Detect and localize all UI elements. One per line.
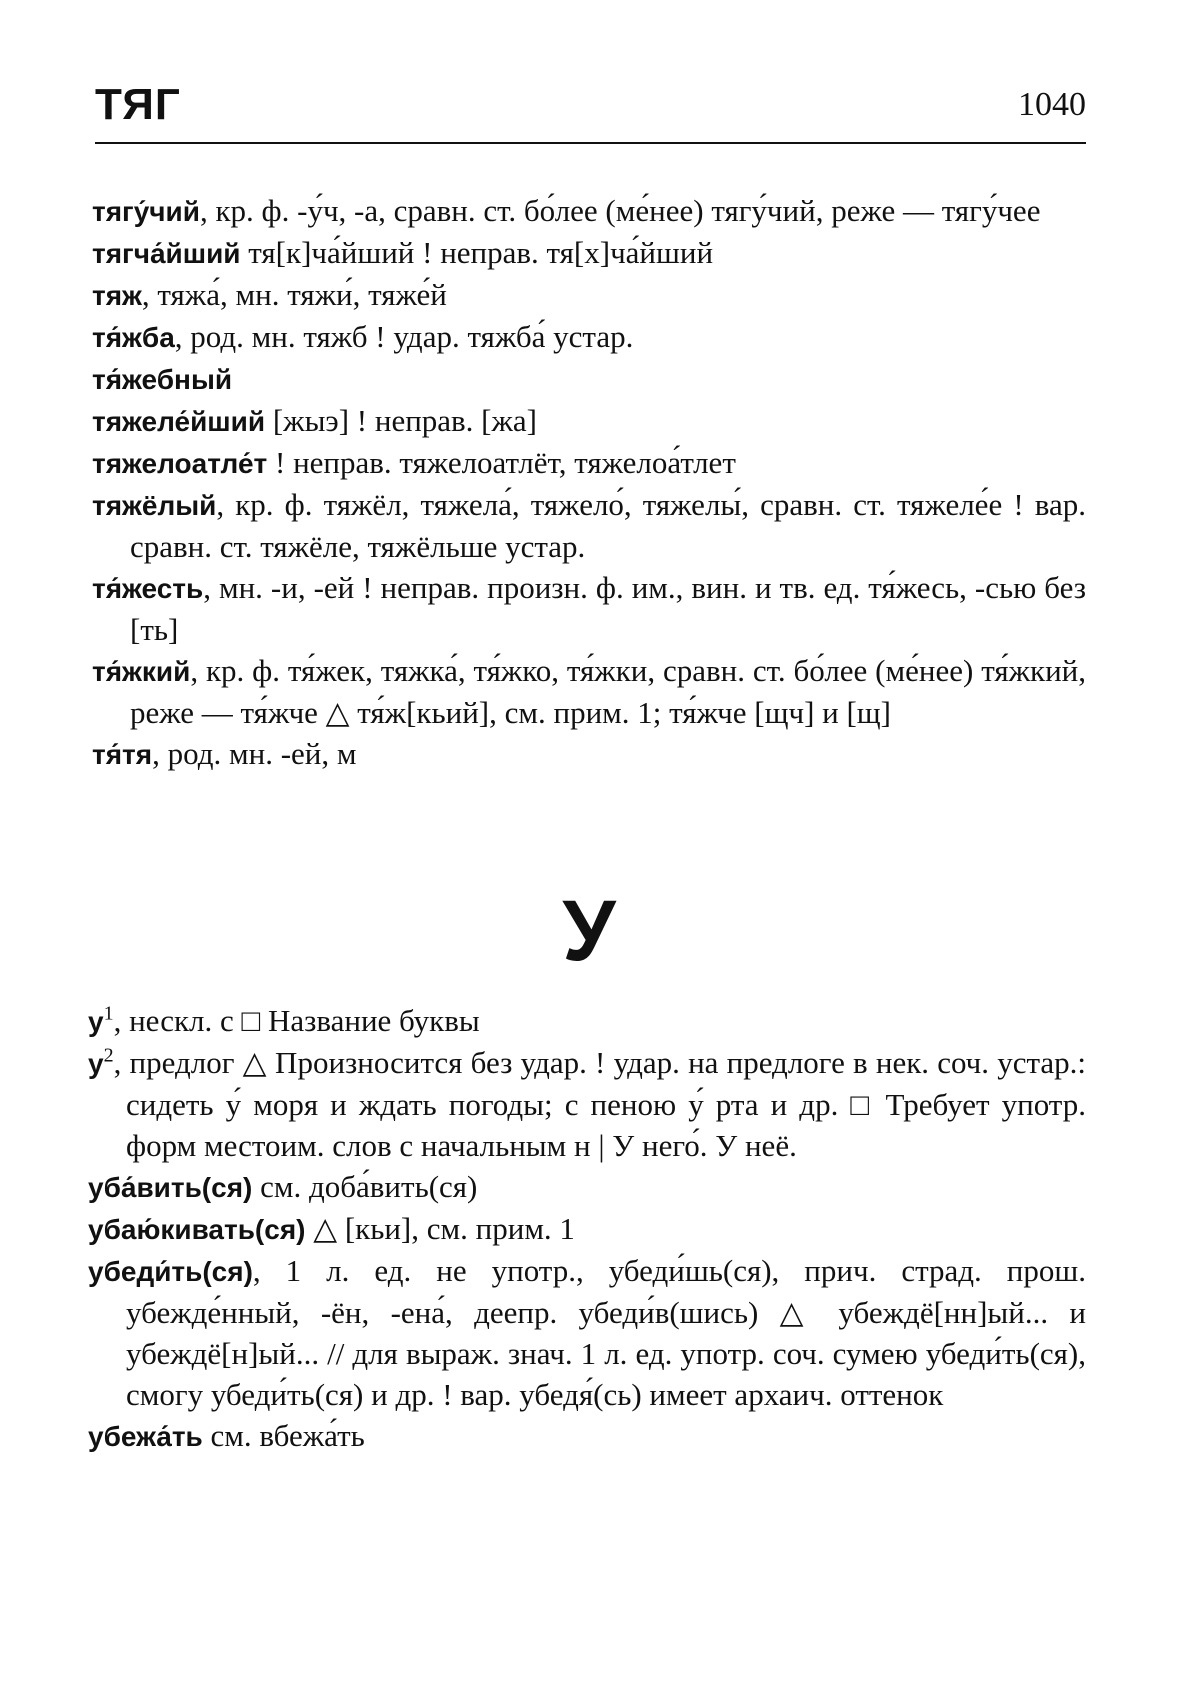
headword: тяжелоатле́т	[92, 448, 268, 479]
entry	[92, 232, 1086, 274]
section-letter: У	[562, 883, 616, 979]
entry	[92, 650, 1086, 733]
entry-text: , род. мн. -ей, м	[152, 736, 357, 771]
entry-text: [жыэ] ! неправ. [жа]	[265, 403, 538, 438]
entry	[88, 1042, 1086, 1166]
entry	[92, 274, 1086, 316]
entry-text: △ [кьи], см. прим. 1	[305, 1211, 575, 1246]
entry	[88, 1415, 1086, 1457]
guide-word: ТЯГ	[95, 80, 181, 129]
entry-text: , предлог △ Произносится без удар. ! удар. на предлоге в нек. соч. устар.: сидеть у́ моря и ждать погоды; с пеною у́ рта и др. □ Требует употр. форм местоим. слов с начальным н | У него́. У неё.	[113, 1045, 1086, 1163]
headword: тяжёлый	[92, 490, 217, 521]
entry	[88, 1166, 1086, 1208]
entry	[88, 1208, 1086, 1250]
headword: тяжеле́йший	[92, 406, 266, 437]
entry-text: , кр. ф. тя́жек, тяжка́, тя́жко, тя́жки, сравн. ст. бо́лее (ме́нее) тя́жкий, реже — тя́жче △ тя́ж[кьий], см. прим. 1; тя́жче [щч] и [щ]	[130, 653, 1086, 730]
headword: тягу́чий	[92, 196, 200, 227]
entry-text: тя[к]ча́йший ! неправ. тя[х]ча́йший	[240, 235, 714, 270]
headword: убаю́кивать(ся)	[88, 1214, 306, 1245]
headword: у	[88, 1006, 104, 1037]
entry-text: , тяжа́, мн. тяжи́, тяже́й	[141, 277, 447, 312]
headword: тягча́йший	[92, 238, 241, 269]
headword: убеди́ть(ся)	[88, 1256, 253, 1287]
headword: тя́жкий	[92, 656, 191, 687]
headword: убежа́ть	[88, 1421, 203, 1452]
entry-text: ! неправ. тяжелоатлёт, тяжелоа́тлет	[267, 445, 736, 480]
entry	[92, 567, 1086, 650]
page-number: 1040	[1018, 86, 1086, 123]
headword: у	[88, 1048, 104, 1079]
homonym-number: 2	[103, 1044, 114, 1067]
entry	[92, 190, 1086, 232]
entry	[92, 316, 1086, 358]
entry	[92, 733, 1086, 775]
entry	[92, 484, 1086, 567]
page-header	[95, 72, 1086, 144]
entry-text: , кр. ф. тяжёл, тяжела́, тяжело́, тяжелы́, сравн. ст. тяжеле́е ! вар. сравн. ст. тяжёле, тяжёльше устар.	[130, 487, 1086, 564]
entry	[88, 1000, 1086, 1042]
entry-text: , мн. -и, -ей ! неправ. произн. ф. им., вин. и тв. ед. тя́жесь, -сью без [ть]	[130, 570, 1086, 647]
entry	[92, 442, 1086, 484]
entries-top	[92, 190, 1086, 775]
headword: тяж	[92, 280, 142, 311]
headword: уба́вить(ся)	[88, 1172, 253, 1203]
entry	[92, 400, 1086, 442]
entry	[88, 1250, 1086, 1415]
entry-text: , нескл. с □ Название буквы	[113, 1003, 480, 1038]
homonym-number: 1	[103, 1002, 114, 1025]
entry-text: , кр. ф. -у́ч, -а, сравн. ст. бо́лее (ме́нее) тягу́чий, реже — тягу́чее	[199, 193, 1041, 228]
headword: тя́жебный	[92, 364, 233, 395]
headword: тя́жба	[92, 322, 175, 353]
entry	[92, 358, 1086, 400]
entry-text: , род. мн. тяжб ! удар. тяжба́ устар.	[174, 319, 634, 354]
entry-text: см. доба́вить(ся)	[252, 1169, 478, 1204]
entry-text: , 1 л. ед. не употр., убеди́шь(ся), прич. страд. прош. убежде́нный, -ён, -ена́, деепр. убеди́в(шись) △ убеждё[нн]ый... и убеждё[н]ый... // для выраж. знач. 1 л. ед. употр. соч. сумею убеди́ть(ся), смогу убеди́ть(ся) и др. ! вар. убедя́(сь) имеет архаич. оттенок	[126, 1253, 1086, 1412]
entries-bottom	[88, 1000, 1086, 1457]
entry-text: см. вбежа́ть	[202, 1418, 365, 1453]
headword: тя́тя	[92, 739, 153, 770]
headword: тя́жесть	[92, 573, 204, 604]
